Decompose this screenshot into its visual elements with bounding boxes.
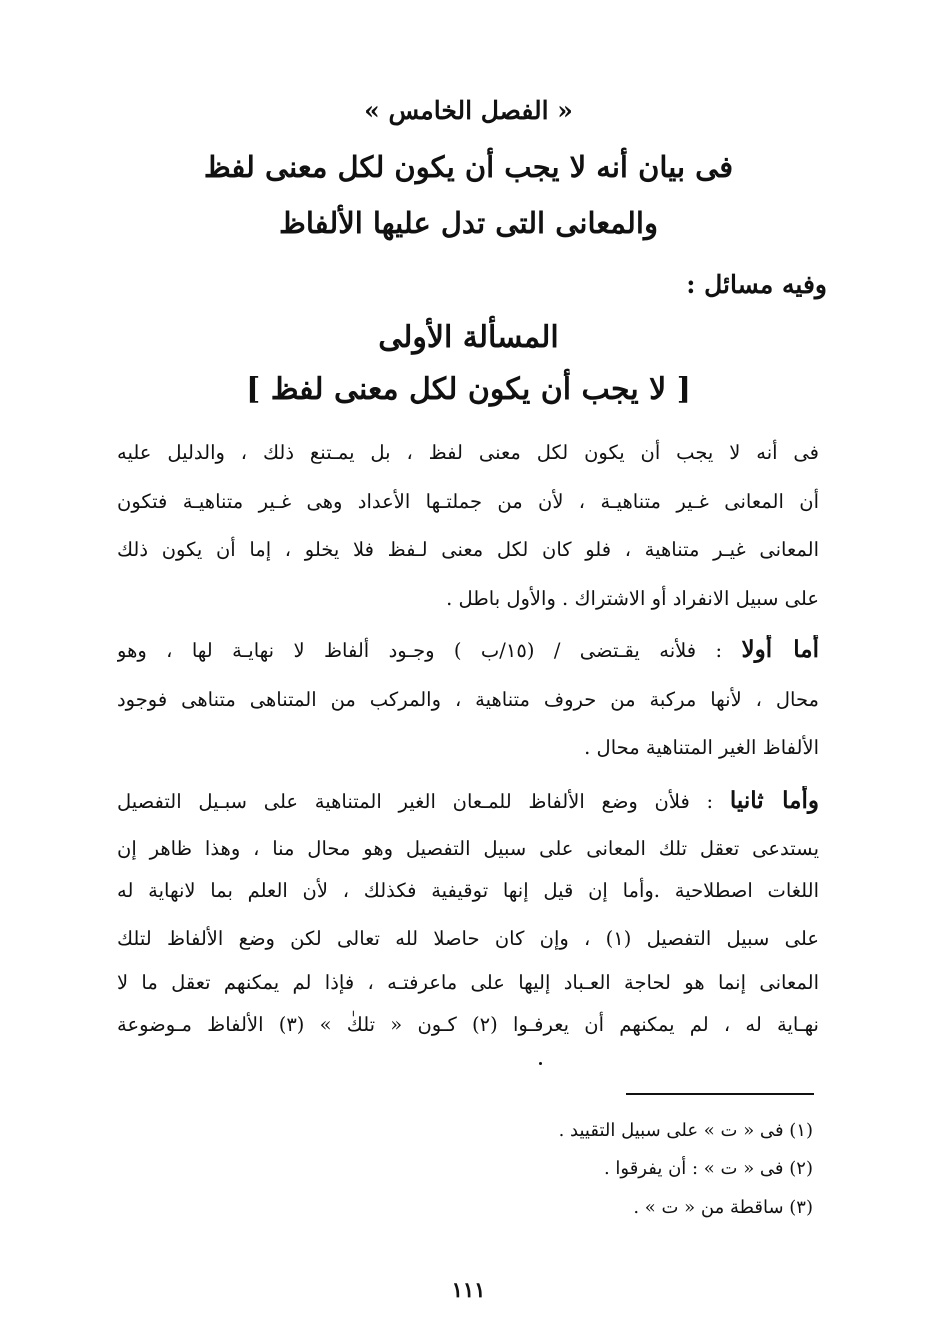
- intro-label: وفيه مسائل :: [686, 270, 827, 299]
- chapter-title-line-1: فى بيان أنه لا يجب أن يكون لكل معنى لفظ: [203, 150, 734, 184]
- chapter-title-line-2: والمعانى التى تدل عليها الألفاظ: [279, 206, 658, 240]
- paragraph-1-line-4: على سبيل الانفراد أو الاشتراك . والأول باطل .: [446, 587, 819, 610]
- page-number: ١١١: [451, 1277, 486, 1302]
- paragraph-1-line-1: فى أنه لا يجب أن يكون لكل معنى لفظ ، بل يمـتنع ذلك ، والدليل عليه: [117, 441, 819, 464]
- issue-title: المسألة الأولى: [378, 320, 559, 355]
- paragraph-2-lead: أما أولا: [741, 636, 819, 663]
- footnote-2: (٢) فى « ت » : أن يفرقوا .: [603, 1158, 813, 1179]
- paragraph-2-line-2: محال ، لأنها مركبة من حروف متناهية ، والمركب من المتناهى متناهى فوجود: [117, 688, 819, 711]
- ink-dot: [539, 1062, 542, 1065]
- paragraph-3-line-3: اللغات اصطلاحية .وأما إن قيل إنها توقيفية فكذلك ، لأن العلم بما لانهاية له: [117, 879, 819, 902]
- paragraph-2-line-3: الألفاظ الغير المتناهية محال .: [584, 736, 819, 759]
- chapter-label: « الفصل الخامس »: [364, 96, 573, 125]
- paragraph-1-line-3: المعانى غيـر متناهية ، فلو كان لكل معنى لـفظ فلا يخلو ، إما أن يكون ذلك: [117, 538, 819, 561]
- issue-subtitle: [ لا يجب أن يكون لكل معنى لفظ ]: [246, 372, 691, 407]
- paragraph-2-line-1: [117, 635, 819, 669]
- paragraph-3-line-5: المعانى إنما هو لحاجة العـباد إليها على ماعرفتـه ، فإذا لم يمكنهم تعقل ما لا: [117, 971, 819, 994]
- paragraph-1-line-2: أن المعانى غـير متناهيـة ، لأن من جملتـها الأعداد وهى غـير متناهيـة فتكون: [117, 490, 819, 513]
- paragraph-3-line-1-text: : فلأن وضع الألفاظ للمـعان الغير المتناهية على سبـيل التفصيل: [117, 790, 714, 813]
- paragraph-2-line-1-text: : فلأنه يقـتضى / (١٥/ب ) وجـود ألفاظ لا نهايـة لها ، وهو: [117, 639, 723, 662]
- footnote-separator: [626, 1093, 814, 1095]
- paragraph-3-line-2: يستدعى تعقل تلك المعانى على سبيل التفصيل وهو محال منا ، وهذا ظاهر إن: [117, 837, 819, 860]
- paragraph-3-line-1: [117, 786, 819, 820]
- paragraph-3-lead: وأما ثانيا: [729, 787, 819, 814]
- footnote-3: (٣) ساقطة من « ت » .: [633, 1197, 813, 1218]
- paragraph-3-line-6: نهـاية له ، لم يمكنهم أن يعرفـوا (٢) كـون « تلكٰ » (٣) الألفاظ مـوضوعة: [117, 1013, 819, 1036]
- footnote-1: (١) فى « ت » على سبيل التقييد .: [558, 1120, 813, 1141]
- paragraph-3-line-4: على سبيل التفصيل (١) ، وإن كان حاصلا لله تعالى لكن وضع الألفاظ لتلك: [117, 927, 819, 950]
